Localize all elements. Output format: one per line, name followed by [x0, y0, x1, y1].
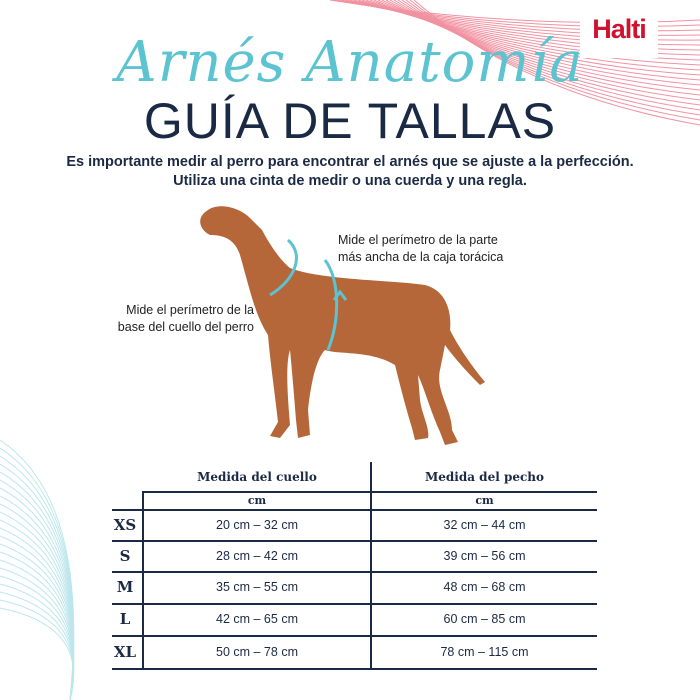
- column-header-chest: Medida del pecho: [424, 470, 545, 484]
- chest-range: 60 cm – 85 cm: [443, 612, 526, 626]
- halti-logo: Halti: [580, 0, 658, 58]
- neck-note: [108, 302, 254, 336]
- neck-range: 50 cm – 78 cm: [216, 644, 298, 659]
- neck-range: 42 cm – 65 cm: [216, 612, 298, 626]
- neck-note-line-2: base del cuello del perro: [117, 320, 254, 334]
- chest-note: [338, 232, 503, 266]
- chest-range: 39 cm – 56 cm: [443, 548, 526, 563]
- size-label: M: [116, 578, 134, 596]
- chest-range: 48 cm – 68 cm: [443, 580, 526, 594]
- neck-range: 20 cm – 32 cm: [216, 517, 298, 532]
- chest-range: 32 cm – 44 cm: [443, 517, 526, 532]
- row-divider: [112, 540, 597, 542]
- row-divider: [112, 509, 597, 511]
- divider: [142, 491, 144, 668]
- row-divider: [112, 668, 597, 670]
- row-divider: [112, 571, 597, 573]
- script-title: Arnés Anatomía: [116, 30, 584, 95]
- row-divider: [112, 603, 597, 605]
- unit-chest: cm: [475, 494, 494, 507]
- size-label: XL: [113, 642, 137, 661]
- chest-note-line-1: Mide el perímetro de la parte: [338, 233, 498, 247]
- page-title: GUÍA DE TALLAS: [143, 93, 557, 149]
- size-label: L: [119, 610, 131, 628]
- divider: [142, 491, 597, 493]
- intro-text: [0, 153, 700, 191]
- size-label: S: [119, 546, 131, 565]
- neck-range: 35 cm – 55 cm: [216, 580, 298, 594]
- row-divider: [112, 635, 597, 637]
- intro-line-2: Utiliza una cinta de medir o una cuerda y una regla.: [173, 173, 527, 189]
- size-label: XS: [113, 515, 137, 534]
- neck-note-line-1: Mide el perímetro de la: [126, 303, 254, 317]
- unit-neck: cm: [247, 494, 267, 507]
- neck-range: 28 cm – 42 cm: [216, 548, 298, 563]
- chest-note-line-2: más ancha de la caja torácica: [338, 250, 504, 264]
- column-header-neck: Medida del cuello: [197, 470, 317, 484]
- chest-range: 78 cm – 115 cm: [440, 644, 529, 659]
- intro-line-1: Es importante medir al perro para encontrar el arnés que se ajuste a la perfección.: [66, 154, 634, 170]
